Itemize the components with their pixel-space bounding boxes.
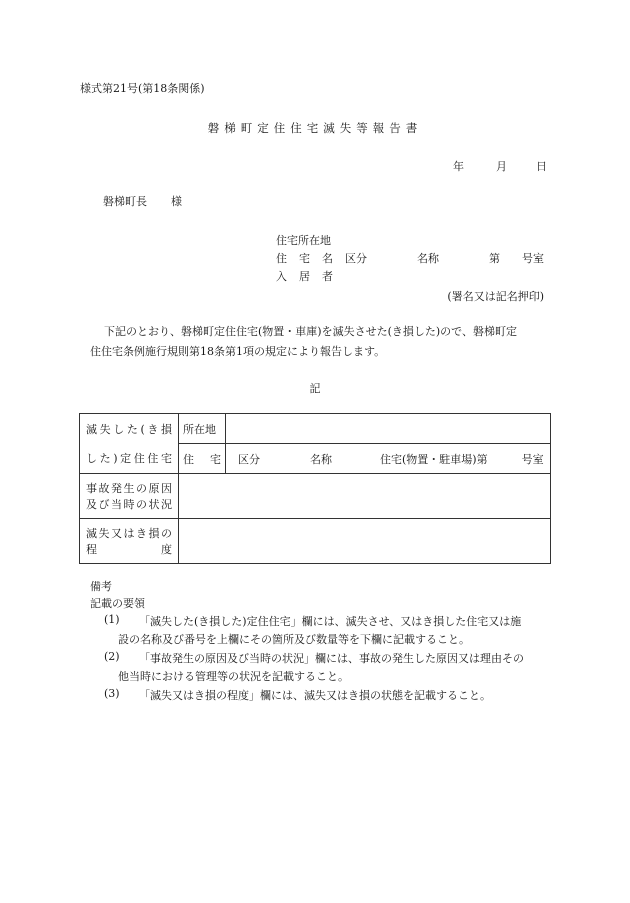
notes-subtitle: 記載の要領: [90, 597, 145, 610]
house-meisho-label: 名称: [310, 452, 332, 466]
damage-extent-label: 滅失又はき損の 程度: [80, 519, 179, 564]
note-line: 他当時における管理等の状況を記載すること。: [118, 670, 349, 683]
note-number: (2): [104, 650, 120, 663]
house-detail-cell[interactable]: [226, 444, 551, 474]
ki-heading: 記: [309, 382, 321, 395]
address-label-cell: 所在地: [179, 414, 226, 444]
house-jutaku-detail: 住宅(物置・駐車場)第: [380, 452, 488, 466]
notes-title: 備考: [90, 580, 112, 593]
damage-extent-input[interactable]: [179, 519, 551, 564]
form-number: 様式第21号(第18条関係): [80, 82, 205, 95]
note-line: 「滅失した(き損した)定住住宅」欄には、滅失させ、又はき損した住宅又は施: [139, 615, 522, 628]
house-kubun-label: 区分: [238, 452, 260, 466]
addressee: [103, 193, 182, 209]
date-year-label: 年: [453, 160, 464, 173]
note-line: 「滅失又はき損の程度」欄には、滅失又はき損の状態を記載すること。: [139, 689, 491, 702]
note-number: (1): [104, 613, 120, 626]
reporter-meisho-label: 名称: [417, 252, 439, 265]
table-row: [80, 444, 551, 474]
accident-cause-label: 事故発生の原因 及び当時の状況: [80, 474, 179, 519]
date-month-label: 月: [496, 160, 507, 173]
reporter-kubun-label: 区分: [345, 252, 367, 265]
accident-cause-input[interactable]: [179, 474, 551, 519]
lost-house-label-top: 滅失した(き損: [80, 414, 179, 444]
address-input-cell[interactable]: [226, 414, 551, 444]
lost-house-label-bottom: した)定住住宅: [80, 444, 179, 474]
note-line: 「事故発生の原因及び当時の状況」欄には、事故の発生した原因又は理由その: [139, 652, 524, 665]
note-line: 設の名称及び番号を上欄にその箇所及び数量等を下欄に記載すること。: [118, 633, 470, 646]
house-goshitsu-label: 号室: [521, 452, 544, 466]
addressee-name: 磐梯町長: [103, 195, 147, 208]
house-label-cell: 住 宅: [179, 444, 226, 474]
reporter-house-name-label: 住宅名: [276, 252, 345, 265]
reporter-dai-label: 第: [489, 252, 500, 265]
table-row: [80, 519, 551, 564]
table-row: [80, 414, 551, 444]
addressee-honorific: 様: [171, 195, 182, 208]
body-text-line-2: 住住宅条例施行規則第18条第1項の規定により報告します。: [90, 345, 386, 358]
body-text-line-1: 下記のとおり、磐梯町定住住宅(物置・車庫)を滅失させた(き損した)ので、磐梯町定: [104, 325, 517, 338]
reporter-address-label: 住宅所在地: [276, 234, 331, 247]
reporter-resident-label: 入居者: [276, 270, 345, 283]
table-row: [80, 474, 551, 519]
note-number: (3): [104, 687, 120, 700]
date-day-label: 日: [536, 160, 547, 173]
signature-note: (署名又は記名押印): [447, 290, 544, 303]
page-title: 磐梯町定住住宅滅失等報告書: [207, 121, 423, 135]
report-table: [79, 413, 551, 564]
reporter-goshitsu-label: 号室: [522, 252, 544, 265]
